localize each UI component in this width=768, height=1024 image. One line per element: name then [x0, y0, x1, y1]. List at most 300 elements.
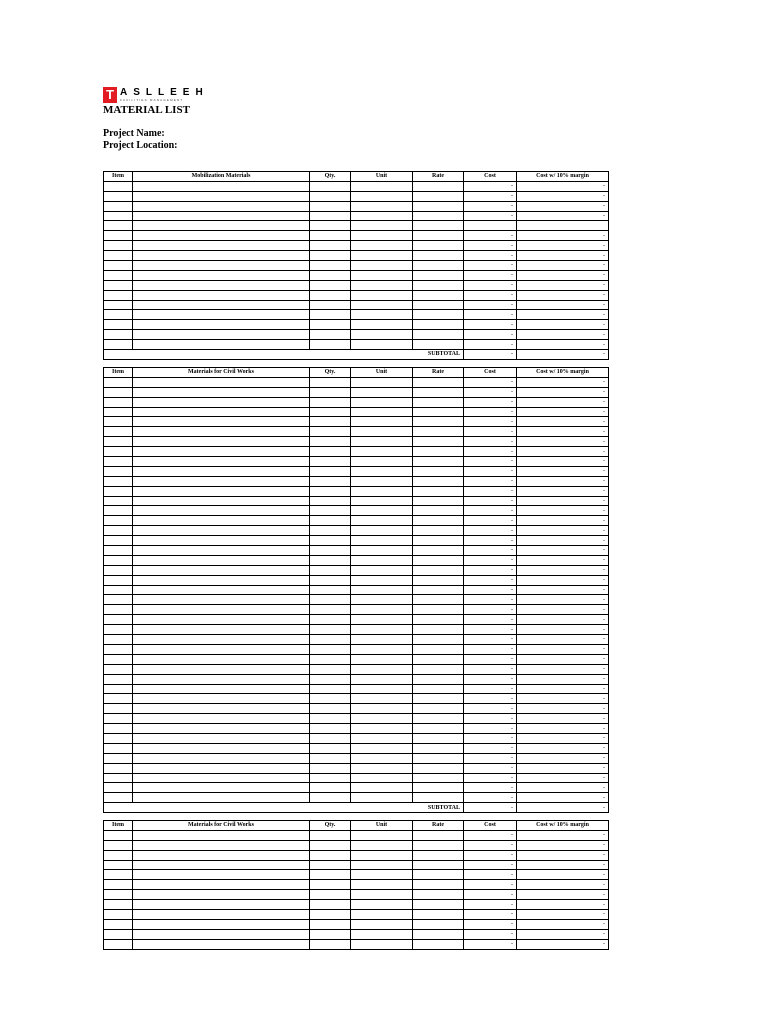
description-cell[interactable] — [133, 674, 310, 684]
qty-cell[interactable] — [310, 191, 351, 201]
qty-cell[interactable] — [310, 654, 351, 664]
item-cell[interactable] — [104, 555, 133, 565]
description-cell[interactable] — [133, 427, 310, 437]
item-cell[interactable] — [104, 397, 133, 407]
item-cell[interactable] — [104, 910, 133, 920]
unit-cell[interactable] — [351, 595, 413, 605]
rate-cell[interactable] — [413, 427, 464, 437]
unit-cell[interactable] — [351, 506, 413, 516]
unit-cell[interactable] — [351, 427, 413, 437]
description-cell[interactable] — [133, 664, 310, 674]
item-cell[interactable] — [104, 674, 133, 684]
unit-cell[interactable] — [351, 575, 413, 585]
description-cell[interactable] — [133, 270, 310, 280]
description-cell[interactable] — [133, 280, 310, 290]
qty-cell[interactable] — [310, 377, 351, 387]
rate-cell[interactable] — [413, 753, 464, 763]
description-cell[interactable] — [133, 733, 310, 743]
rate-cell[interactable] — [413, 466, 464, 476]
unit-cell[interactable] — [351, 211, 413, 221]
unit-cell[interactable] — [351, 644, 413, 654]
description-cell[interactable] — [133, 300, 310, 310]
qty-cell[interactable] — [310, 181, 351, 191]
qty-cell[interactable] — [310, 664, 351, 674]
unit-cell[interactable] — [351, 625, 413, 635]
unit-cell[interactable] — [351, 694, 413, 704]
rate-cell[interactable] — [413, 694, 464, 704]
item-cell[interactable] — [104, 251, 133, 261]
description-cell[interactable] — [133, 191, 310, 201]
qty-cell[interactable] — [310, 743, 351, 753]
item-cell[interactable] — [104, 201, 133, 211]
description-cell[interactable] — [133, 830, 310, 840]
rate-cell[interactable] — [413, 635, 464, 645]
unit-cell[interactable] — [351, 251, 413, 261]
qty-cell[interactable] — [310, 585, 351, 595]
unit-cell[interactable] — [351, 793, 413, 803]
item-cell[interactable] — [104, 605, 133, 615]
item-cell[interactable] — [104, 929, 133, 939]
item-cell[interactable] — [104, 320, 133, 330]
rate-cell[interactable] — [413, 536, 464, 546]
item-cell[interactable] — [104, 733, 133, 743]
item-cell[interactable] — [104, 595, 133, 605]
item-cell[interactable] — [104, 880, 133, 890]
rate-cell[interactable] — [413, 310, 464, 320]
unit-cell[interactable] — [351, 704, 413, 714]
unit-cell[interactable] — [351, 939, 413, 949]
rate-cell[interactable] — [413, 211, 464, 221]
unit-cell[interactable] — [351, 605, 413, 615]
item-cell[interactable] — [104, 486, 133, 496]
unit-cell[interactable] — [351, 830, 413, 840]
description-cell[interactable] — [133, 546, 310, 556]
qty-cell[interactable] — [310, 684, 351, 694]
description-cell[interactable] — [133, 753, 310, 763]
qty-cell[interactable] — [310, 753, 351, 763]
rate-cell[interactable] — [413, 605, 464, 615]
unit-cell[interactable] — [351, 546, 413, 556]
item-cell[interactable] — [104, 919, 133, 929]
rate-cell[interactable] — [413, 654, 464, 664]
description-cell[interactable] — [133, 476, 310, 486]
qty-cell[interactable] — [310, 536, 351, 546]
item-cell[interactable] — [104, 466, 133, 476]
unit-cell[interactable] — [351, 407, 413, 417]
rate-cell[interactable] — [413, 251, 464, 261]
item-cell[interactable] — [104, 516, 133, 526]
item-cell[interactable] — [104, 340, 133, 350]
unit-cell[interactable] — [351, 929, 413, 939]
unit-cell[interactable] — [351, 476, 413, 486]
qty-cell[interactable] — [310, 407, 351, 417]
qty-cell[interactable] — [310, 447, 351, 457]
description-cell[interactable] — [133, 201, 310, 211]
unit-cell[interactable] — [351, 387, 413, 397]
qty-cell[interactable] — [310, 221, 351, 231]
description-cell[interactable] — [133, 320, 310, 330]
rate-cell[interactable] — [413, 340, 464, 350]
item-cell[interactable] — [104, 939, 133, 949]
description-cell[interactable] — [133, 437, 310, 447]
description-cell[interactable] — [133, 585, 310, 595]
qty-cell[interactable] — [310, 625, 351, 635]
unit-cell[interactable] — [351, 615, 413, 625]
unit-cell[interactable] — [351, 850, 413, 860]
unit-cell[interactable] — [351, 654, 413, 664]
unit-cell[interactable] — [351, 221, 413, 231]
qty-cell[interactable] — [310, 733, 351, 743]
item-cell[interactable] — [104, 684, 133, 694]
rate-cell[interactable] — [413, 496, 464, 506]
description-cell[interactable] — [133, 387, 310, 397]
qty-cell[interactable] — [310, 466, 351, 476]
qty-cell[interactable] — [310, 615, 351, 625]
rate-cell[interactable] — [413, 447, 464, 457]
rate-cell[interactable] — [413, 387, 464, 397]
description-cell[interactable] — [133, 900, 310, 910]
unit-cell[interactable] — [351, 417, 413, 427]
unit-cell[interactable] — [351, 763, 413, 773]
rate-cell[interactable] — [413, 585, 464, 595]
rate-cell[interactable] — [413, 704, 464, 714]
rate-cell[interactable] — [413, 457, 464, 467]
description-cell[interactable] — [133, 929, 310, 939]
rate-cell[interactable] — [413, 261, 464, 271]
qty-cell[interactable] — [310, 340, 351, 350]
qty-cell[interactable] — [310, 575, 351, 585]
rate-cell[interactable] — [413, 793, 464, 803]
rate-cell[interactable] — [413, 417, 464, 427]
item-cell[interactable] — [104, 526, 133, 536]
item-cell[interactable] — [104, 221, 133, 231]
rate-cell[interactable] — [413, 526, 464, 536]
unit-cell[interactable] — [351, 437, 413, 447]
item-cell[interactable] — [104, 664, 133, 674]
item-cell[interactable] — [104, 635, 133, 645]
qty-cell[interactable] — [310, 860, 351, 870]
unit-cell[interactable] — [351, 714, 413, 724]
rate-cell[interactable] — [413, 330, 464, 340]
unit-cell[interactable] — [351, 486, 413, 496]
unit-cell[interactable] — [351, 724, 413, 734]
item-cell[interactable] — [104, 427, 133, 437]
item-cell[interactable] — [104, 546, 133, 556]
description-cell[interactable] — [133, 506, 310, 516]
description-cell[interactable] — [133, 694, 310, 704]
unit-cell[interactable] — [351, 457, 413, 467]
rate-cell[interactable] — [413, 270, 464, 280]
qty-cell[interactable] — [310, 555, 351, 565]
rate-cell[interactable] — [413, 516, 464, 526]
qty-cell[interactable] — [310, 320, 351, 330]
description-cell[interactable] — [133, 486, 310, 496]
description-cell[interactable] — [133, 377, 310, 387]
rate-cell[interactable] — [413, 724, 464, 734]
rate-cell[interactable] — [413, 300, 464, 310]
description-cell[interactable] — [133, 407, 310, 417]
unit-cell[interactable] — [351, 447, 413, 457]
qty-cell[interactable] — [310, 310, 351, 320]
description-cell[interactable] — [133, 644, 310, 654]
qty-cell[interactable] — [310, 280, 351, 290]
rate-cell[interactable] — [413, 191, 464, 201]
item-cell[interactable] — [104, 565, 133, 575]
description-cell[interactable] — [133, 447, 310, 457]
item-cell[interactable] — [104, 181, 133, 191]
item-cell[interactable] — [104, 850, 133, 860]
unit-cell[interactable] — [351, 684, 413, 694]
description-cell[interactable] — [133, 181, 310, 191]
item-cell[interactable] — [104, 575, 133, 585]
description-cell[interactable] — [133, 890, 310, 900]
rate-cell[interactable] — [413, 929, 464, 939]
item-cell[interactable] — [104, 457, 133, 467]
unit-cell[interactable] — [351, 773, 413, 783]
qty-cell[interactable] — [310, 939, 351, 949]
rate-cell[interactable] — [413, 674, 464, 684]
rate-cell[interactable] — [413, 684, 464, 694]
rate-cell[interactable] — [413, 714, 464, 724]
qty-cell[interactable] — [310, 565, 351, 575]
rate-cell[interactable] — [413, 377, 464, 387]
description-cell[interactable] — [133, 840, 310, 850]
unit-cell[interactable] — [351, 733, 413, 743]
description-cell[interactable] — [133, 417, 310, 427]
rate-cell[interactable] — [413, 486, 464, 496]
description-cell[interactable] — [133, 724, 310, 734]
description-cell[interactable] — [133, 605, 310, 615]
description-cell[interactable] — [133, 910, 310, 920]
unit-cell[interactable] — [351, 900, 413, 910]
description-cell[interactable] — [133, 457, 310, 467]
unit-cell[interactable] — [351, 496, 413, 506]
rate-cell[interactable] — [413, 763, 464, 773]
rate-cell[interactable] — [413, 476, 464, 486]
rate-cell[interactable] — [413, 201, 464, 211]
rate-cell[interactable] — [413, 919, 464, 929]
description-cell[interactable] — [133, 939, 310, 949]
unit-cell[interactable] — [351, 300, 413, 310]
unit-cell[interactable] — [351, 753, 413, 763]
qty-cell[interactable] — [310, 526, 351, 536]
qty-cell[interactable] — [310, 919, 351, 929]
rate-cell[interactable] — [413, 860, 464, 870]
description-cell[interactable] — [133, 595, 310, 605]
rate-cell[interactable] — [413, 615, 464, 625]
qty-cell[interactable] — [310, 427, 351, 437]
rate-cell[interactable] — [413, 850, 464, 860]
description-cell[interactable] — [133, 211, 310, 221]
item-cell[interactable] — [104, 476, 133, 486]
rate-cell[interactable] — [413, 565, 464, 575]
unit-cell[interactable] — [351, 919, 413, 929]
item-cell[interactable] — [104, 890, 133, 900]
description-cell[interactable] — [133, 466, 310, 476]
item-cell[interactable] — [104, 231, 133, 241]
item-cell[interactable] — [104, 714, 133, 724]
description-cell[interactable] — [133, 880, 310, 890]
item-cell[interactable] — [104, 694, 133, 704]
item-cell[interactable] — [104, 496, 133, 506]
description-cell[interactable] — [133, 919, 310, 929]
qty-cell[interactable] — [310, 783, 351, 793]
item-cell[interactable] — [104, 330, 133, 340]
qty-cell[interactable] — [310, 496, 351, 506]
rate-cell[interactable] — [413, 840, 464, 850]
item-cell[interactable] — [104, 840, 133, 850]
description-cell[interactable] — [133, 330, 310, 340]
rate-cell[interactable] — [413, 231, 464, 241]
qty-cell[interactable] — [310, 251, 351, 261]
qty-cell[interactable] — [310, 486, 351, 496]
qty-cell[interactable] — [310, 890, 351, 900]
qty-cell[interactable] — [310, 644, 351, 654]
unit-cell[interactable] — [351, 241, 413, 251]
qty-cell[interactable] — [310, 674, 351, 684]
description-cell[interactable] — [133, 635, 310, 645]
item-cell[interactable] — [104, 191, 133, 201]
description-cell[interactable] — [133, 654, 310, 664]
rate-cell[interactable] — [413, 743, 464, 753]
description-cell[interactable] — [133, 340, 310, 350]
item-cell[interactable] — [104, 280, 133, 290]
rate-cell[interactable] — [413, 644, 464, 654]
rate-cell[interactable] — [413, 910, 464, 920]
qty-cell[interactable] — [310, 437, 351, 447]
unit-cell[interactable] — [351, 181, 413, 191]
rate-cell[interactable] — [413, 900, 464, 910]
description-cell[interactable] — [133, 251, 310, 261]
item-cell[interactable] — [104, 783, 133, 793]
unit-cell[interactable] — [351, 840, 413, 850]
qty-cell[interactable] — [310, 516, 351, 526]
unit-cell[interactable] — [351, 290, 413, 300]
qty-cell[interactable] — [310, 793, 351, 803]
unit-cell[interactable] — [351, 377, 413, 387]
description-cell[interactable] — [133, 783, 310, 793]
qty-cell[interactable] — [310, 231, 351, 241]
rate-cell[interactable] — [413, 880, 464, 890]
item-cell[interactable] — [104, 704, 133, 714]
rate-cell[interactable] — [413, 939, 464, 949]
unit-cell[interactable] — [351, 397, 413, 407]
qty-cell[interactable] — [310, 605, 351, 615]
qty-cell[interactable] — [310, 330, 351, 340]
unit-cell[interactable] — [351, 743, 413, 753]
unit-cell[interactable] — [351, 860, 413, 870]
rate-cell[interactable] — [413, 546, 464, 556]
unit-cell[interactable] — [351, 201, 413, 211]
unit-cell[interactable] — [351, 555, 413, 565]
item-cell[interactable] — [104, 447, 133, 457]
description-cell[interactable] — [133, 773, 310, 783]
unit-cell[interactable] — [351, 870, 413, 880]
qty-cell[interactable] — [310, 300, 351, 310]
rate-cell[interactable] — [413, 890, 464, 900]
unit-cell[interactable] — [351, 910, 413, 920]
unit-cell[interactable] — [351, 783, 413, 793]
item-cell[interactable] — [104, 900, 133, 910]
item-cell[interactable] — [104, 241, 133, 251]
qty-cell[interactable] — [310, 870, 351, 880]
qty-cell[interactable] — [310, 457, 351, 467]
item-cell[interactable] — [104, 506, 133, 516]
item-cell[interactable] — [104, 437, 133, 447]
unit-cell[interactable] — [351, 261, 413, 271]
description-cell[interactable] — [133, 221, 310, 231]
item-cell[interactable] — [104, 724, 133, 734]
item-cell[interactable] — [104, 763, 133, 773]
item-cell[interactable] — [104, 743, 133, 753]
qty-cell[interactable] — [310, 241, 351, 251]
qty-cell[interactable] — [310, 476, 351, 486]
qty-cell[interactable] — [310, 910, 351, 920]
qty-cell[interactable] — [310, 595, 351, 605]
rate-cell[interactable] — [413, 783, 464, 793]
rate-cell[interactable] — [413, 830, 464, 840]
rate-cell[interactable] — [413, 870, 464, 880]
item-cell[interactable] — [104, 417, 133, 427]
qty-cell[interactable] — [310, 850, 351, 860]
qty-cell[interactable] — [310, 635, 351, 645]
description-cell[interactable] — [133, 555, 310, 565]
rate-cell[interactable] — [413, 664, 464, 674]
item-cell[interactable] — [104, 870, 133, 880]
rate-cell[interactable] — [413, 290, 464, 300]
description-cell[interactable] — [133, 231, 310, 241]
description-cell[interactable] — [133, 565, 310, 575]
qty-cell[interactable] — [310, 840, 351, 850]
unit-cell[interactable] — [351, 890, 413, 900]
description-cell[interactable] — [133, 526, 310, 536]
unit-cell[interactable] — [351, 880, 413, 890]
qty-cell[interactable] — [310, 900, 351, 910]
unit-cell[interactable] — [351, 466, 413, 476]
unit-cell[interactable] — [351, 565, 413, 575]
qty-cell[interactable] — [310, 763, 351, 773]
unit-cell[interactable] — [351, 280, 413, 290]
qty-cell[interactable] — [310, 201, 351, 211]
unit-cell[interactable] — [351, 340, 413, 350]
item-cell[interactable] — [104, 793, 133, 803]
item-cell[interactable] — [104, 625, 133, 635]
unit-cell[interactable] — [351, 664, 413, 674]
rate-cell[interactable] — [413, 407, 464, 417]
qty-cell[interactable] — [310, 506, 351, 516]
item-cell[interactable] — [104, 753, 133, 763]
description-cell[interactable] — [133, 241, 310, 251]
qty-cell[interactable] — [310, 724, 351, 734]
unit-cell[interactable] — [351, 330, 413, 340]
item-cell[interactable] — [104, 387, 133, 397]
unit-cell[interactable] — [351, 536, 413, 546]
description-cell[interactable] — [133, 850, 310, 860]
qty-cell[interactable] — [310, 261, 351, 271]
description-cell[interactable] — [133, 870, 310, 880]
unit-cell[interactable] — [351, 526, 413, 536]
description-cell[interactable] — [133, 310, 310, 320]
item-cell[interactable] — [104, 407, 133, 417]
qty-cell[interactable] — [310, 387, 351, 397]
qty-cell[interactable] — [310, 546, 351, 556]
unit-cell[interactable] — [351, 231, 413, 241]
description-cell[interactable] — [133, 496, 310, 506]
unit-cell[interactable] — [351, 516, 413, 526]
rate-cell[interactable] — [413, 241, 464, 251]
description-cell[interactable] — [133, 615, 310, 625]
description-cell[interactable] — [133, 793, 310, 803]
